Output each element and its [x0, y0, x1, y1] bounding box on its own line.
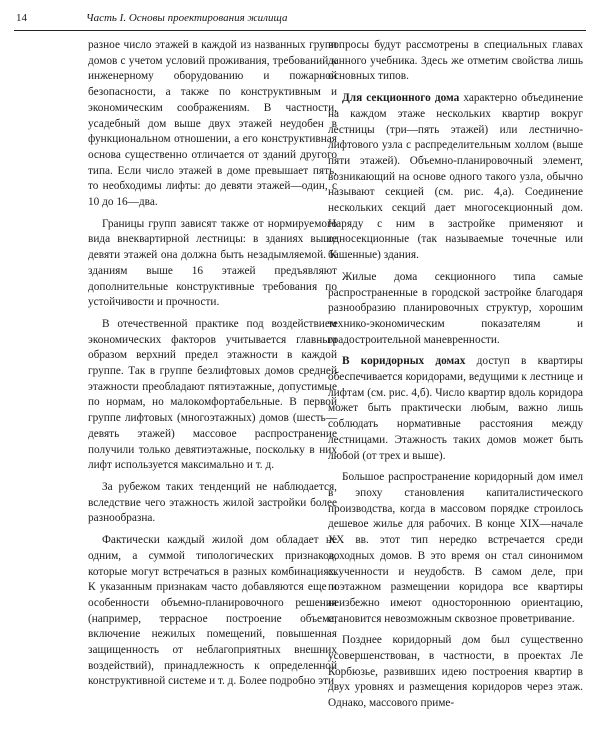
paragraph: Границы групп зависят также от нормируемого вида внеквартирной лестницы: в зданиях выше девяти этажей она должна быть незадымляемой. К зданиям выше 16 этажей предъявляют дополнительные конструктивные требования по устойчивости и прочности. — [88, 217, 337, 309]
paragraph: разное число этажей в каждой из названных групп домов с учетом условий проживания, требований к инженерному оборудованию и пожарной безопасности, а также по конструктивным и экономическим соображениям. В частности, усадебный дом выше двух этажей неудобен в функциональном отношении, а его конструктивная основа существенно отличается от зданий другого типа. Если число этажей в доме превышает пять, то необходимы лифты: до девяти этажей—один, с 10 до 16—два. — [88, 39, 337, 209]
paragraph-sectional-house — [328, 91, 583, 264]
paragraph: Фактически каждый жилой дом обладает не одним, а суммой типологических признаков, которые могут встречаться в разных комбинациях. К указанным признакам часто добавляются еще и особенности объемно-планировочного решения (например, террасное построение объема, включение нежилых помещений, повышенная защищенность от неблагоприятных внешних воздействий), принадлежность к определенной конструктивной системе и т. д. Более подробно эти — [88, 534, 337, 688]
paragraph-corridor-house — [328, 354, 583, 464]
paragraph-body: характерно объединение на каждом этаже нескольких квартир вокруг лестницы (три—пять этажей) или лестнично-лифтового узла с распределительным холлом (выше пяти этажей). Объемно-планировочный элемент, возникающий на основе одного такого узла, обычно называют секцией (см. рис. 4,а). Соединение нескольких секций дает многосекционный дом. Наряду с ним в застройке применяют и односекционные (так называемые точечные или башенные) здания. — [328, 92, 583, 262]
right-text-column — [328, 38, 583, 712]
left-text-column — [88, 38, 337, 690]
paragraph-body: доступ в квартиры обеспечивается коридорами, ведущими к лестнице и лифтам (см. рис. 4,б). Число квартир вдоль коридора может быть практически любым, важно лишь соблюдать нормативные расстояния между лестницами. Этажность таких домов может быть любой (от трех и выше). — [328, 355, 584, 462]
paragraph: Позднее коридорный дом был существенно усовершенствован, в частности, в проектах Ле Корбюзье, развивших идею построения квартир в двух уровнях и размещения коридоров через этаж. Однако, массового приме- — [328, 634, 583, 710]
running-title: Часть I. Основы проектирования жилища — [86, 12, 288, 24]
paragraph: Жилые дома секционного типа самые распространенные в городской застройке благодаря разнообразию планировочных структур, хорошим технико-экономическим показателям и градостроительной маневренности. — [328, 270, 583, 346]
paragraph: Большое распространение коридорный дом имел в эпоху становления капиталистического производства, когда в массовом порядке строилось дешевое жилье для рабочих. В конце XIX—начале XX вв. этот тип нередко встречается среди доходных домов. В это время он стал синонимом скученности и неудобств. В самом деле, при поэтажном размещении коридора все квартиры неизбежно имеют одностороннюю ориентацию, становится невозможным сквозное проветривание. — [328, 471, 583, 625]
paragraph: В отечественной практике под воздействием экономических факторов учитывается главным образом верхний предел этажности в каждой группе. Так в группе безлифтовых домов средней этажности преобладают пятиэтажные, допустимые по нормам, но малокомфортабельные. В первой группе лифтовых (многоэтажных) домов (шесть—девять этажей) массовое распространение получили только девятиэтажные, поскольку в них лифт используется максимально и т. д. — [88, 317, 337, 472]
run-in-heading: Для секционного дома — [342, 92, 460, 105]
page-header — [14, 8, 586, 31]
paragraph: вопросы будут рассмотрены в специальных главах данного учебника. Здесь же отметим свойства лишь основных типов. — [328, 39, 583, 83]
run-in-heading: В коридорных домах — [342, 355, 466, 368]
page-number: 14 — [16, 12, 27, 24]
paragraph: За рубежом таких тенденций не наблюдается, вследствие чего этажность жилой застройки более разнообразна. — [88, 480, 337, 525]
